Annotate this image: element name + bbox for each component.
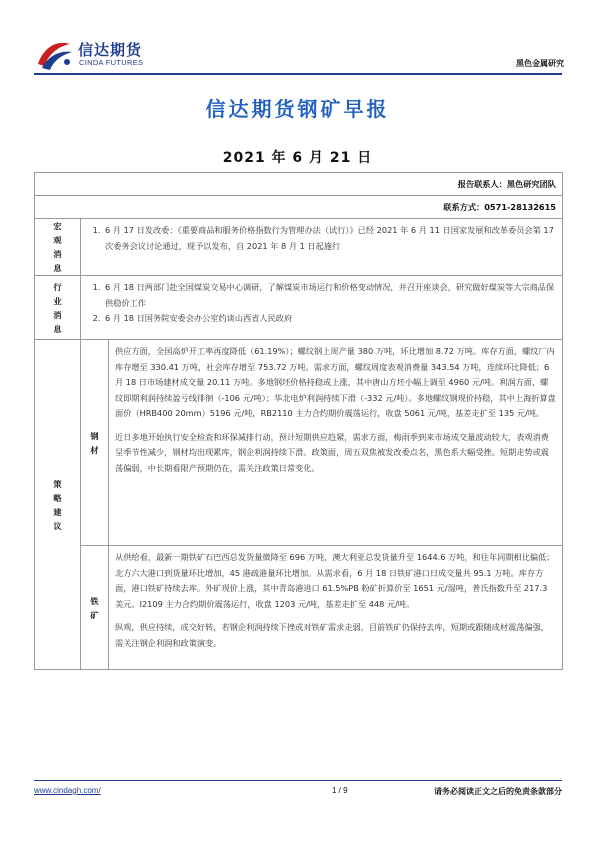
page-number: 1 / 9 bbox=[332, 786, 348, 795]
page-header bbox=[34, 38, 564, 74]
steel-row bbox=[35, 340, 563, 546]
contact-person: 报告联系人：黑色研究团队 bbox=[457, 179, 556, 189]
steel-label: 钢材 bbox=[81, 340, 109, 546]
report-title: 信达期货钢矿早报 bbox=[205, 97, 390, 121]
report-date: 2021 年 6 月 21 日 bbox=[222, 150, 373, 166]
ore-paragraph-2: 纵观，供应持续，成交好转，若钢企利润持续下挫或对铁矿需求走弱，目前铁矿仍保持去库，短期或跟随成材震荡偏强，需关注钢企利润和政策演变。 bbox=[115, 622, 549, 648]
macro-content bbox=[81, 219, 563, 276]
macro-label: 宏观消息 bbox=[35, 219, 81, 276]
macro-row bbox=[35, 219, 563, 276]
footer-divider bbox=[34, 780, 562, 781]
strategy-label: 策略建议 bbox=[35, 340, 81, 670]
website-link[interactable]: www.cindagh.com/ bbox=[34, 786, 101, 795]
cinda-logo-mark-icon bbox=[34, 38, 74, 72]
steel-paragraph-1: 供应方面，全国高炉开工率再度降低（61.19%）；螺纹钢上周产量 380 万吨，环比增加 8.72 万吨。库存方面，螺纹厂内库存增至 330.41 万吨，社会库存增至 753.72 万吨。需求方面，螺纹周度表观消费量 343.54 万吨，连续环比降低；6 月 18 日市场建材成交量 20.11 万吨。多地钢坯价格持稳或上涨，其中唐山方坯小幅上调至 4960 元/吨。利润方面，螺纹即期利润持续盈亏线徘徊（-106 元/吨）；华北电炉利润持续下滑（-332 元/吨）。多地螺纹钢现价持稳，其中上海折算盘面价（HRB400 20mm）5196 元/吨，RB2110 主力合约期价震荡运行，收盘 5061 元/吨，基差走扩至 135 元/吨。 bbox=[115, 346, 556, 418]
page-footer bbox=[34, 786, 562, 800]
logo-chinese-name: 信达期货 bbox=[78, 41, 143, 59]
contact-cell bbox=[35, 173, 563, 219]
cinda-futures-logo bbox=[34, 38, 154, 72]
header-divider bbox=[34, 73, 562, 75]
steel-paragraph-2: 近日多地开始执行安全检查和环保减排行动，预计短期供应趋紧，需求方面，梅雨季到来市场成交量波动较大，表观消费呈季节性减少，钢材均出现累库，钢企利润持续下滑。政策面，周五双焦被发改委点名，黑色系大幅受挫。短期走势或震荡偏弱，中长期看限产预期仍在，需关注政策日常变化。 bbox=[115, 431, 549, 473]
macro-item: 1. 6 月 17 日发改委：《重要商品和服务价格指数行为管理办法（试行）》已经 2021 年 6 月 11 日国家发展和改革委员会第 17 次委务会议讨论通过，现予以发布，自 2021 年 8 月 1 日起施行 bbox=[103, 223, 556, 254]
ore-content bbox=[109, 546, 563, 670]
ore-paragraph-1: 从供给看，最新一期铁矿石巴西总发货量微降至 696 万吨，澳大利亚总发货量升至 1644.6 万吨，和往年同期相比偏低；北方六大港口到货量环比增加，45 港疏港量环比增加。从需求看，6 月 18 日铁矿港口日成交量共 95.1 万吨。库存方面，港口铁矿持续去库。外矿现价上涨，其中青岛港进口 61.5%PB 粉矿折算价至 1651 元/湿吨，普氏指数升至 217.3 美元。I2109 主力合约期价震荡运行，收盘 1203 元/吨，基差走扩至 448 元/吨。 bbox=[115, 552, 555, 609]
industry-row bbox=[35, 276, 563, 340]
contact-method: 联系方式：0571-28132615 bbox=[35, 195, 562, 218]
logo-english-name: CINDA FUTURES bbox=[79, 58, 144, 67]
ore-label: 铁矿 bbox=[81, 546, 109, 670]
industry-content bbox=[81, 276, 563, 340]
industry-label: 行业消息 bbox=[35, 276, 81, 340]
ore-row bbox=[35, 546, 563, 670]
report-table bbox=[34, 172, 563, 670]
industry-item: 2. 6 月 18 日国务院安委会办公室约谈山西省人民政府 bbox=[103, 311, 556, 327]
report-category: 黑色金属研究 bbox=[516, 59, 564, 68]
industry-item: 1. 6 月 18 日两部门赴全国煤炭交易中心调研，了解煤炭市场运行和价格变动情况，并召开座谈会，研究做好煤炭等大宗商品保供稳价工作 bbox=[103, 280, 556, 311]
contact-row bbox=[35, 173, 563, 219]
disclaimer-notice: 请务必阅读正文之后的免责条款部分 bbox=[434, 787, 562, 796]
steel-content bbox=[109, 340, 563, 546]
